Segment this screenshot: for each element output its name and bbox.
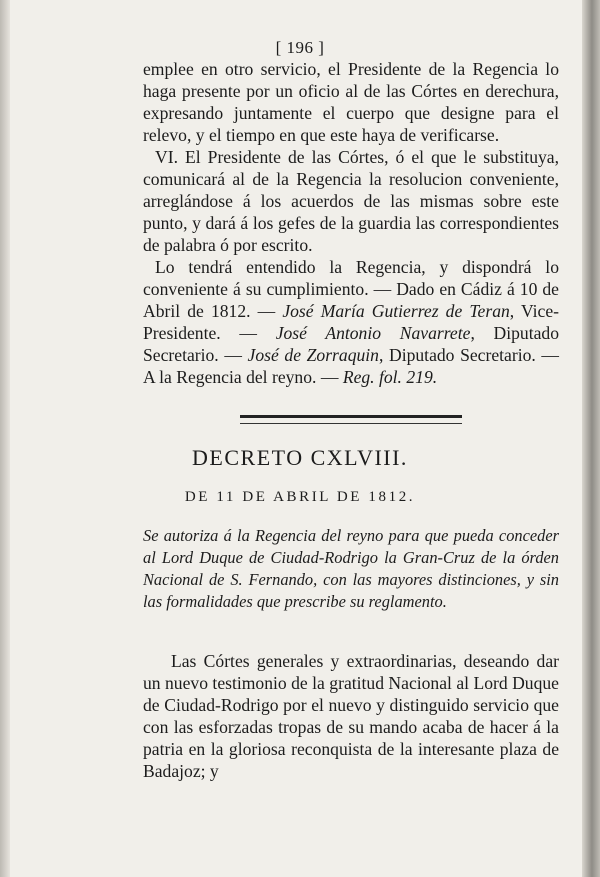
closing-text-3: , Diputado Secretario. — <box>143 323 560 365</box>
article-vi: VI. El Presidente de las Córtes, ó el que le substituya, comunicará al de la Regencia la resolucion conveniente, arreglándose á los acuerdos de las mismas sobre este punto, y dará á los gefes de la guardia las correspondientes de palabra ó por escrito. <box>143 147 559 255</box>
page-left-edge <box>0 0 10 877</box>
decree-date: DE 11 DE ABRIL DE 1812. <box>184 489 416 505</box>
closing-formula <box>143 256 559 388</box>
closing-text-2: , Vice-Presidente. — <box>143 301 559 343</box>
decree-summary: Se autoriza á la Regencia del reyno para que pueda conceder al Lord Duque de Ciudad-Rodrigo la Gran-Cruz de la órden Nacional de S. Fernando, con las mayores distinciones, y sin las formalidades que prescribe su reglamento. <box>143 526 559 611</box>
previous-decree-text <box>143 58 559 388</box>
signer-1: José María Gutierrez de Teran <box>282 301 510 321</box>
signer-3: José de Zorraquin <box>247 345 379 365</box>
article-continuation: emplee en otro servicio, el Presidente de la Regencia lo haga presente por un oficio al de las Córtes en derechura, expresando juntamente el cuerpo que designe para el relevo, y el tiempo en que este haya de verificarse. <box>143 59 559 145</box>
closing-text-1: Lo tendrá entendido la Regencia, y dispondrá lo conveniente á su cumplimiento. — Dado en Cádiz á 10 de Abril de 1812. — <box>143 257 559 321</box>
decree-body: Las Córtes generales y extraordinarias, deseando dar un nuevo testimonio de la gratitud Nacional al Lord Duque de Ciudad-Rodrigo por el nuevo y distinguido servicio que con las esforzadas tropas de su mando acaba de hacer á la patria en la gloriosa reconquista de la interesante plaza de Badajoz; y <box>143 651 559 781</box>
page-binding-shadow <box>582 0 600 877</box>
closing-text-4: , Diputado Secretario. — A la Regencia del reyno. — <box>143 345 559 387</box>
section-divider-rule <box>240 415 462 424</box>
signer-2: José Antonio Navarrete <box>275 323 471 343</box>
register-reference: Reg. fol. 219. <box>342 367 438 387</box>
page-number: [ 196 ] <box>275 38 325 57</box>
decree-title: DECRETO CXLVIII. <box>192 445 408 470</box>
